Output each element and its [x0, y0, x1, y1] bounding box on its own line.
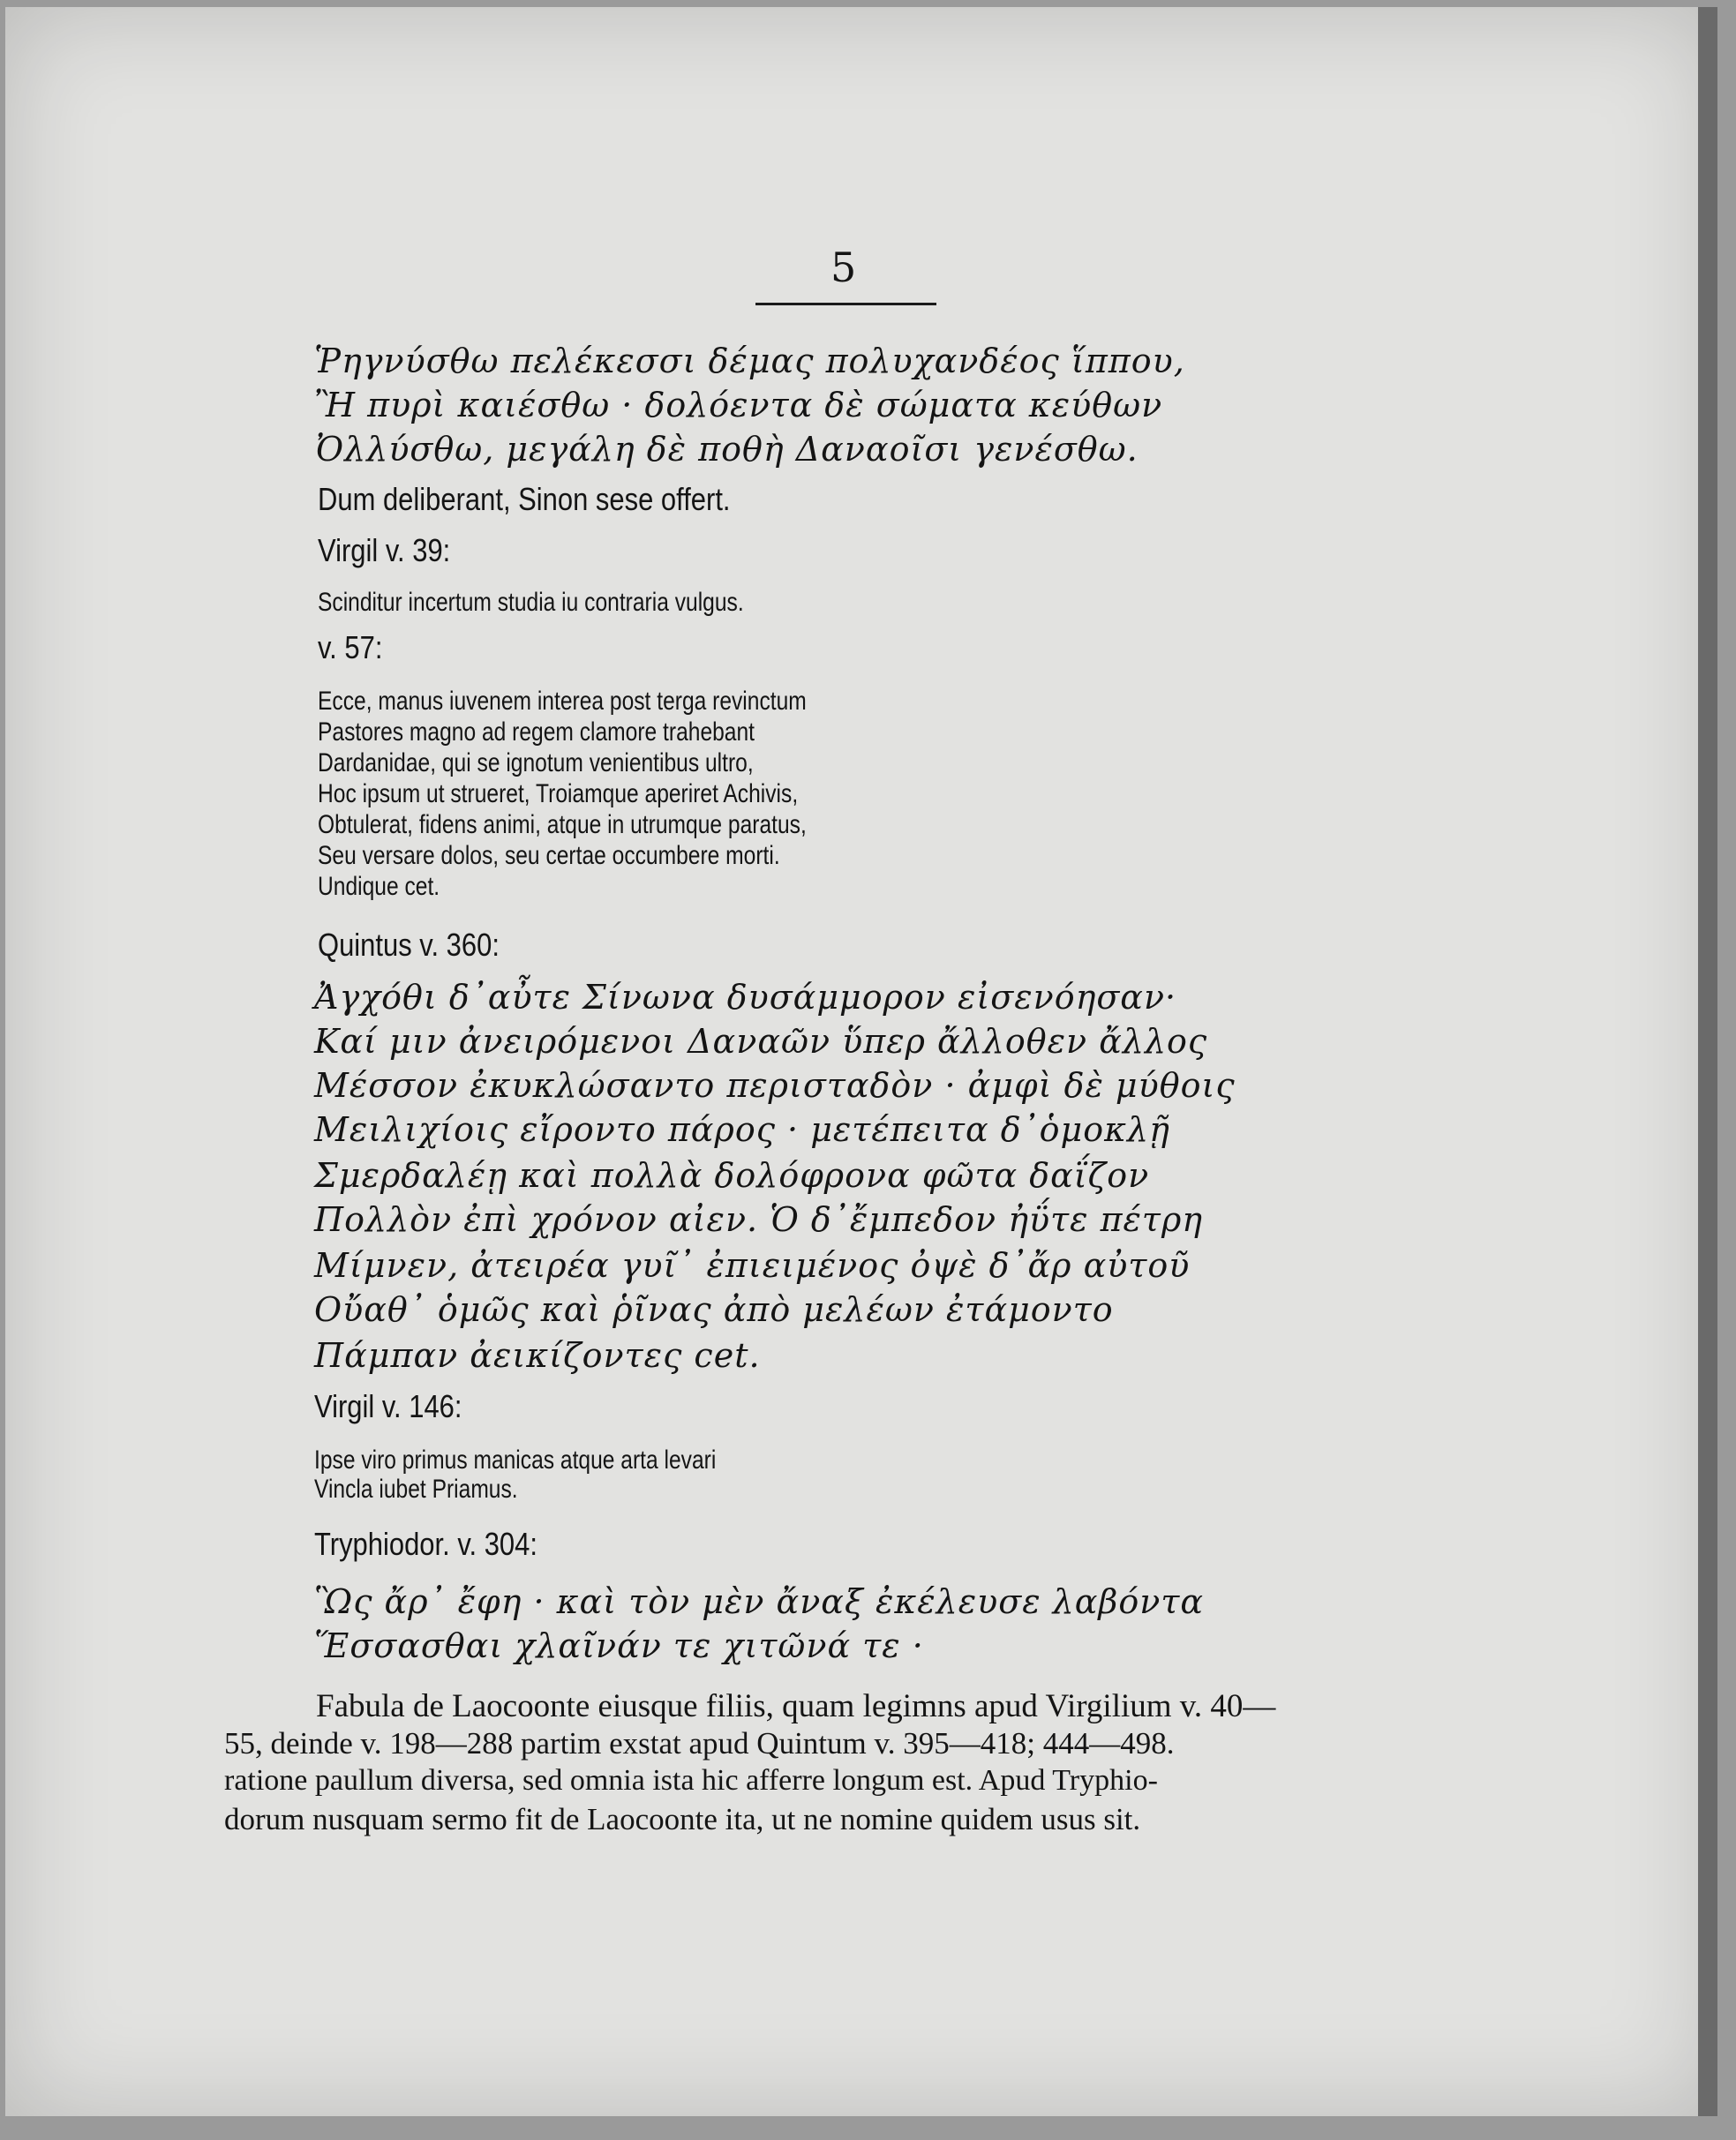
latin-quote-line: Vincla iubet Priamus.	[314, 1475, 518, 1504]
reference-heading: v. 57:	[318, 629, 383, 665]
latin-quote-line: Obtulerat, fidens animi, atque in utrumque paratus,	[318, 810, 807, 839]
paragraph-line: ratione paullum diversa, sed omnia ista hic afferre longum est. Apud Tryphio-	[224, 1764, 1158, 1797]
greek-line: Ὣς ἄρ᾽ ἔφη · καὶ τὸν μὲν ἄναξ ἐκέλευσε λαβόντα	[314, 1582, 1205, 1621]
reference-heading: Tryphiodor. v. 304:	[314, 1526, 537, 1562]
greek-line: Ἀγχόθι δ᾽αὖτε Σίνωνα δυσάμμορον εἰσενόησαν·	[314, 978, 1177, 1017]
greek-line: Ἢ πυρὶ καιέσθω · δολόεντα δὲ σώματα κεύθων	[314, 386, 1163, 424]
page-number: 5	[830, 244, 857, 291]
latin-quote-line: Hoc ipsum ut strueret, Troiamque aperiret Achivis,	[318, 779, 799, 808]
greek-line: Ἕσσασθαι χλαῖνάν τε χιτῶνά τε ·	[314, 1626, 924, 1665]
page-edge-shadow	[1698, 7, 1717, 2116]
greek-line: Σμερδαλέῃ καὶ πολλὰ δολόφρονα φῶτα δαΐζον	[314, 1156, 1150, 1195]
greek-line: Οὔαθ᾽ ὁμῶς καὶ ῥῖνας ἀπὸ μελέων ἐτάμοντο	[314, 1290, 1114, 1329]
latin-quote-line: Scinditur incertum studia iu contraria vulgus.	[318, 588, 744, 617]
latin-quote-line: Pastores magno ad regem clamore trahebant	[318, 717, 755, 747]
greek-line: Πολλὸν ἐπὶ χρόνον αἰεν. Ὁ δ᾽ἔμπεδον ἠΰτε πέτρη	[314, 1200, 1204, 1239]
summary-line: Dum deliberant, Sinon sese offert.	[318, 481, 731, 517]
greek-line: Καί μιν ἀνειρόμενοι Δαναῶν ὕπερ ἄλλοθεν ἄλλος	[314, 1022, 1208, 1061]
scanned-page	[5, 7, 1717, 2116]
reference-heading: Virgil v. 39:	[318, 532, 451, 568]
header-rule	[755, 303, 936, 305]
greek-line: Πάμπαν ἀεικίζοντες cet.	[314, 1336, 761, 1375]
greek-line: Ὀλλύσθω, μεγάλη δὲ ποθὴ Δαναοῖσι γενέσθω.	[316, 430, 1139, 469]
reference-heading: Quintus v. 360:	[318, 927, 500, 963]
greek-line: Μέσσον ἐκυκλώσαντο περισταδὸν · ἀμφὶ δὲ μύθοις	[314, 1066, 1236, 1105]
paragraph-line: Fabula de Laocoonte eiusque filiis, quam legimns apud Virgilium v. 40—	[316, 1688, 1276, 1724]
greek-line: Μειλιχίοις εἴροντο πάρος · μετέπειτα δ᾽ὁμοκλῇ	[314, 1110, 1170, 1149]
latin-quote-line: Seu versare dolos, seu certae occumbere morti.	[318, 841, 780, 870]
latin-quote-line: Undique cet.	[318, 872, 440, 901]
paragraph-line: dorum nusquam sermo fit de Laocoonte ita, ut ne nomine quidem usus sit.	[224, 1802, 1141, 1836]
latin-quote-line: Ecce, manus iuvenem interea post terga revinctum	[318, 687, 807, 716]
latin-quote-line: Ipse viro primus manicas atque arta levari	[314, 1445, 717, 1475]
paragraph-line: 55, deinde v. 198—288 partim exstat apud Quintum v. 395—418; 444—498.	[224, 1726, 1175, 1761]
greek-line: Ῥηγνύσθω πελέκεσσι δέμας πολυχανδέος ἵππου,	[314, 342, 1185, 380]
latin-quote-line: Dardanidae, qui se ignotum venientibus ultro,	[318, 748, 754, 777]
reference-heading: Virgil v. 146:	[314, 1388, 462, 1424]
greek-line: Μίμνεν, ἀτειρέα γυῖ᾽ ἐπιειμένος ὀψὲ δ᾽ἄρ αὐτοῦ	[314, 1246, 1191, 1285]
